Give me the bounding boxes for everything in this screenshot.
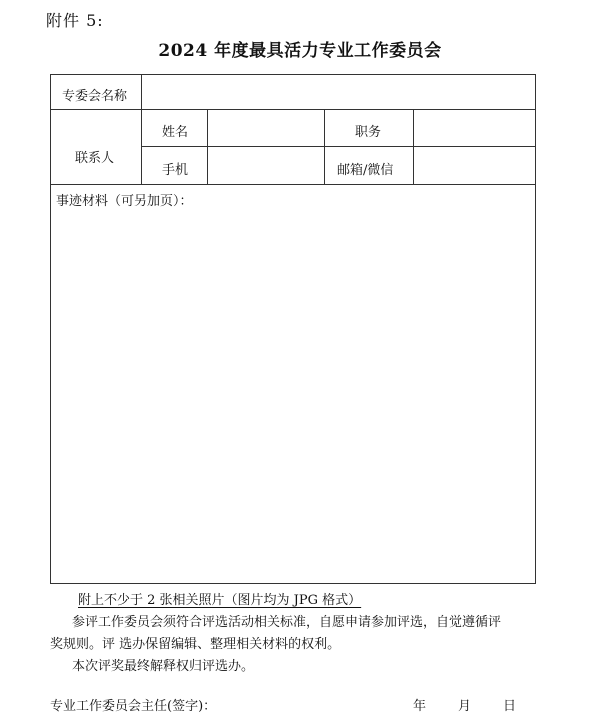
director-signature-label: 专业工作委员会主任(签字)： bbox=[50, 699, 217, 714]
committee-name-label: 专委会名称 bbox=[62, 89, 128, 104]
month-label: 月 bbox=[458, 699, 472, 714]
email-wechat-label: 邮箱/微信 bbox=[337, 163, 394, 178]
phone-field[interactable] bbox=[208, 147, 324, 184]
table-border-bottom bbox=[50, 583, 536, 584]
rules-note-line1: 参评工作委员会须符合评选活动相关标准，自愿申请参加评选，自觉遵循评 bbox=[72, 615, 502, 630]
name-field[interactable] bbox=[208, 110, 324, 146]
deeds-field[interactable] bbox=[51, 185, 535, 583]
deeds-label: 事迹材料（可另加页）： bbox=[56, 194, 193, 209]
final-interpretation-note: 本次评奖最终解释权归评选办。 bbox=[72, 659, 255, 674]
email-wechat-field[interactable] bbox=[414, 147, 535, 184]
day-label: 日 bbox=[503, 699, 517, 714]
contact-label: 联系人 bbox=[75, 151, 115, 166]
position-field[interactable] bbox=[414, 110, 535, 146]
application-form-table bbox=[50, 74, 536, 584]
phone-label: 手机 bbox=[162, 163, 189, 178]
name-label: 姓名 bbox=[162, 125, 189, 140]
attachment-label: 附件 5: bbox=[46, 11, 104, 30]
committee-name-field[interactable] bbox=[142, 75, 535, 109]
position-label: 职务 bbox=[355, 125, 382, 140]
page-title: 2024 年度最具活力专业工作委员会 bbox=[158, 41, 442, 61]
photo-requirement-note: 附上不少于 2 张相关照片（图片均为 JPG 格式） bbox=[78, 593, 362, 608]
year-label: 年 bbox=[413, 699, 427, 714]
table-border-right bbox=[535, 74, 536, 584]
table-line-middle-divider bbox=[324, 109, 325, 185]
rules-note-line2: 奖规则。评 选办保留编辑、整理相关材料的权利。 bbox=[50, 637, 341, 652]
